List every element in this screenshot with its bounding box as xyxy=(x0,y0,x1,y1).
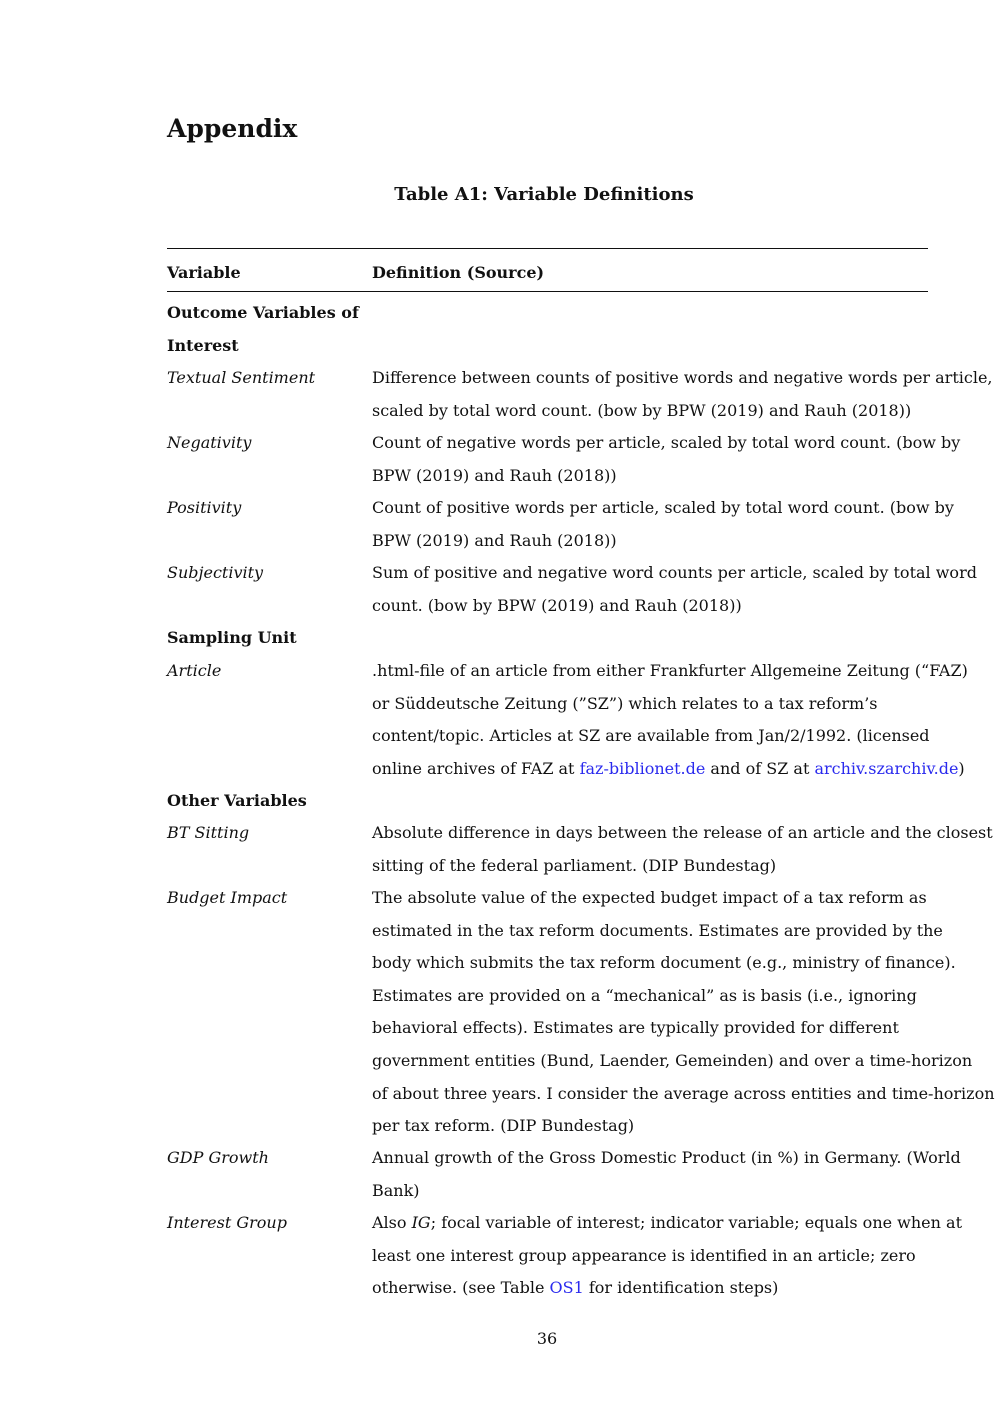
section-sampling-unit: Sampling Unit xyxy=(167,628,297,647)
variable-definition: The absolute value of the expected budget impact of a tax reform as estimated in the tax reform documents. Estimates are provided by the body which submits the tax reform document (e.g., ministry of finance). Estimates are provided on a “mechanical” as is basis (i.e., ignoring behavioral effects). Estimates are typically provided for different government entities (Bund, Laender, Gemeinden) and over a time-horizon of about three years. I consider the average across entities and time-horizon per tax reform. (DIP Bundestag) xyxy=(372,888,995,1136)
table-row-interest-group xyxy=(167,1207,962,1305)
variable-definition: Annual growth of the Gross Domestic Product (in %) in Germany. (World Bank) xyxy=(372,1148,961,1200)
sz-archive-link[interactable]: archiv.szarchiv.de xyxy=(814,758,959,778)
column-header-definition: Definition (Source) xyxy=(372,263,545,282)
ig-abbreviation: IG xyxy=(411,1213,431,1232)
table-row-bt-sitting xyxy=(167,817,993,882)
variable-name: Subjectivity xyxy=(167,563,264,582)
variable-name: Article xyxy=(167,661,222,680)
column-header-variable: Variable xyxy=(167,263,241,282)
page-number: 36 xyxy=(536,1329,558,1348)
table-header-rule xyxy=(167,291,928,292)
table-row-budget-impact xyxy=(167,882,995,1143)
table-row-positivity xyxy=(167,492,954,557)
variable-name: Textual Sentiment xyxy=(167,368,316,387)
table-row-article xyxy=(167,655,968,785)
page-heading: Appendix xyxy=(167,114,298,143)
variable-name: Negativity xyxy=(167,433,252,452)
section-other-variables: Other Variables xyxy=(167,791,307,810)
table-row-gdp-growth xyxy=(167,1142,961,1207)
variable-definition: Absolute difference in days between the release of an article and the closest sitting of the federal parliament. (DIP Bundestag) xyxy=(372,823,993,875)
variable-definition: Count of negative words per article, scaled by total word count. (bow by BPW (2019) and Rauh (2018)) xyxy=(372,433,961,485)
table-row-subjectivity xyxy=(167,557,977,622)
variable-name: Budget Impact xyxy=(167,888,288,907)
table-top-rule xyxy=(167,248,928,249)
variable-name: GDP Growth xyxy=(167,1148,269,1167)
variable-name: Positivity xyxy=(167,498,242,517)
table-os1-link[interactable]: OS1 xyxy=(549,1278,584,1298)
variable-definition: .html-file of an article from either Frankfurter Allgemeine Zeitung (“FAZ) or Süddeutsche Zeitung (”SZ”) which relates to a tax reform’s content/topic. Articles at SZ are available from Jan/2/1992. (licensed online archives of FAZ at faz-biblionet.de and of SZ at archiv.szarchiv.de) xyxy=(372,661,968,778)
variable-name: Interest Group xyxy=(167,1213,287,1232)
faz-archive-link[interactable]: faz-biblionet.de xyxy=(579,758,706,778)
table-row-textual-sentiment xyxy=(167,362,993,427)
variable-definition: Count of positive words per article, scaled by total word count. (bow by BPW (2019) and Rauh (2018)) xyxy=(372,498,954,550)
variable-name: BT Sitting xyxy=(167,823,250,842)
table-row-negativity xyxy=(167,427,961,492)
variable-definition: Sum of positive and negative word counts per article, scaled by total word count. (bow by BPW (2019) and Rauh (2018)) xyxy=(372,563,977,615)
section-outcome-variables: Outcome Variables of Interest xyxy=(167,303,359,355)
variable-definition: Difference between counts of positive words and negative words per article, scaled by total word count. (bow by BPW (2019) and Rauh (2018)) xyxy=(372,368,993,420)
variable-definition: Also IG; focal variable of interest; indicator variable; equals one when at least one interest group appearance is identified in an article; zero otherwise. (see Table OS1 for identification steps) xyxy=(372,1213,962,1298)
table-caption: Table A1: Variable Definitions xyxy=(394,184,694,205)
